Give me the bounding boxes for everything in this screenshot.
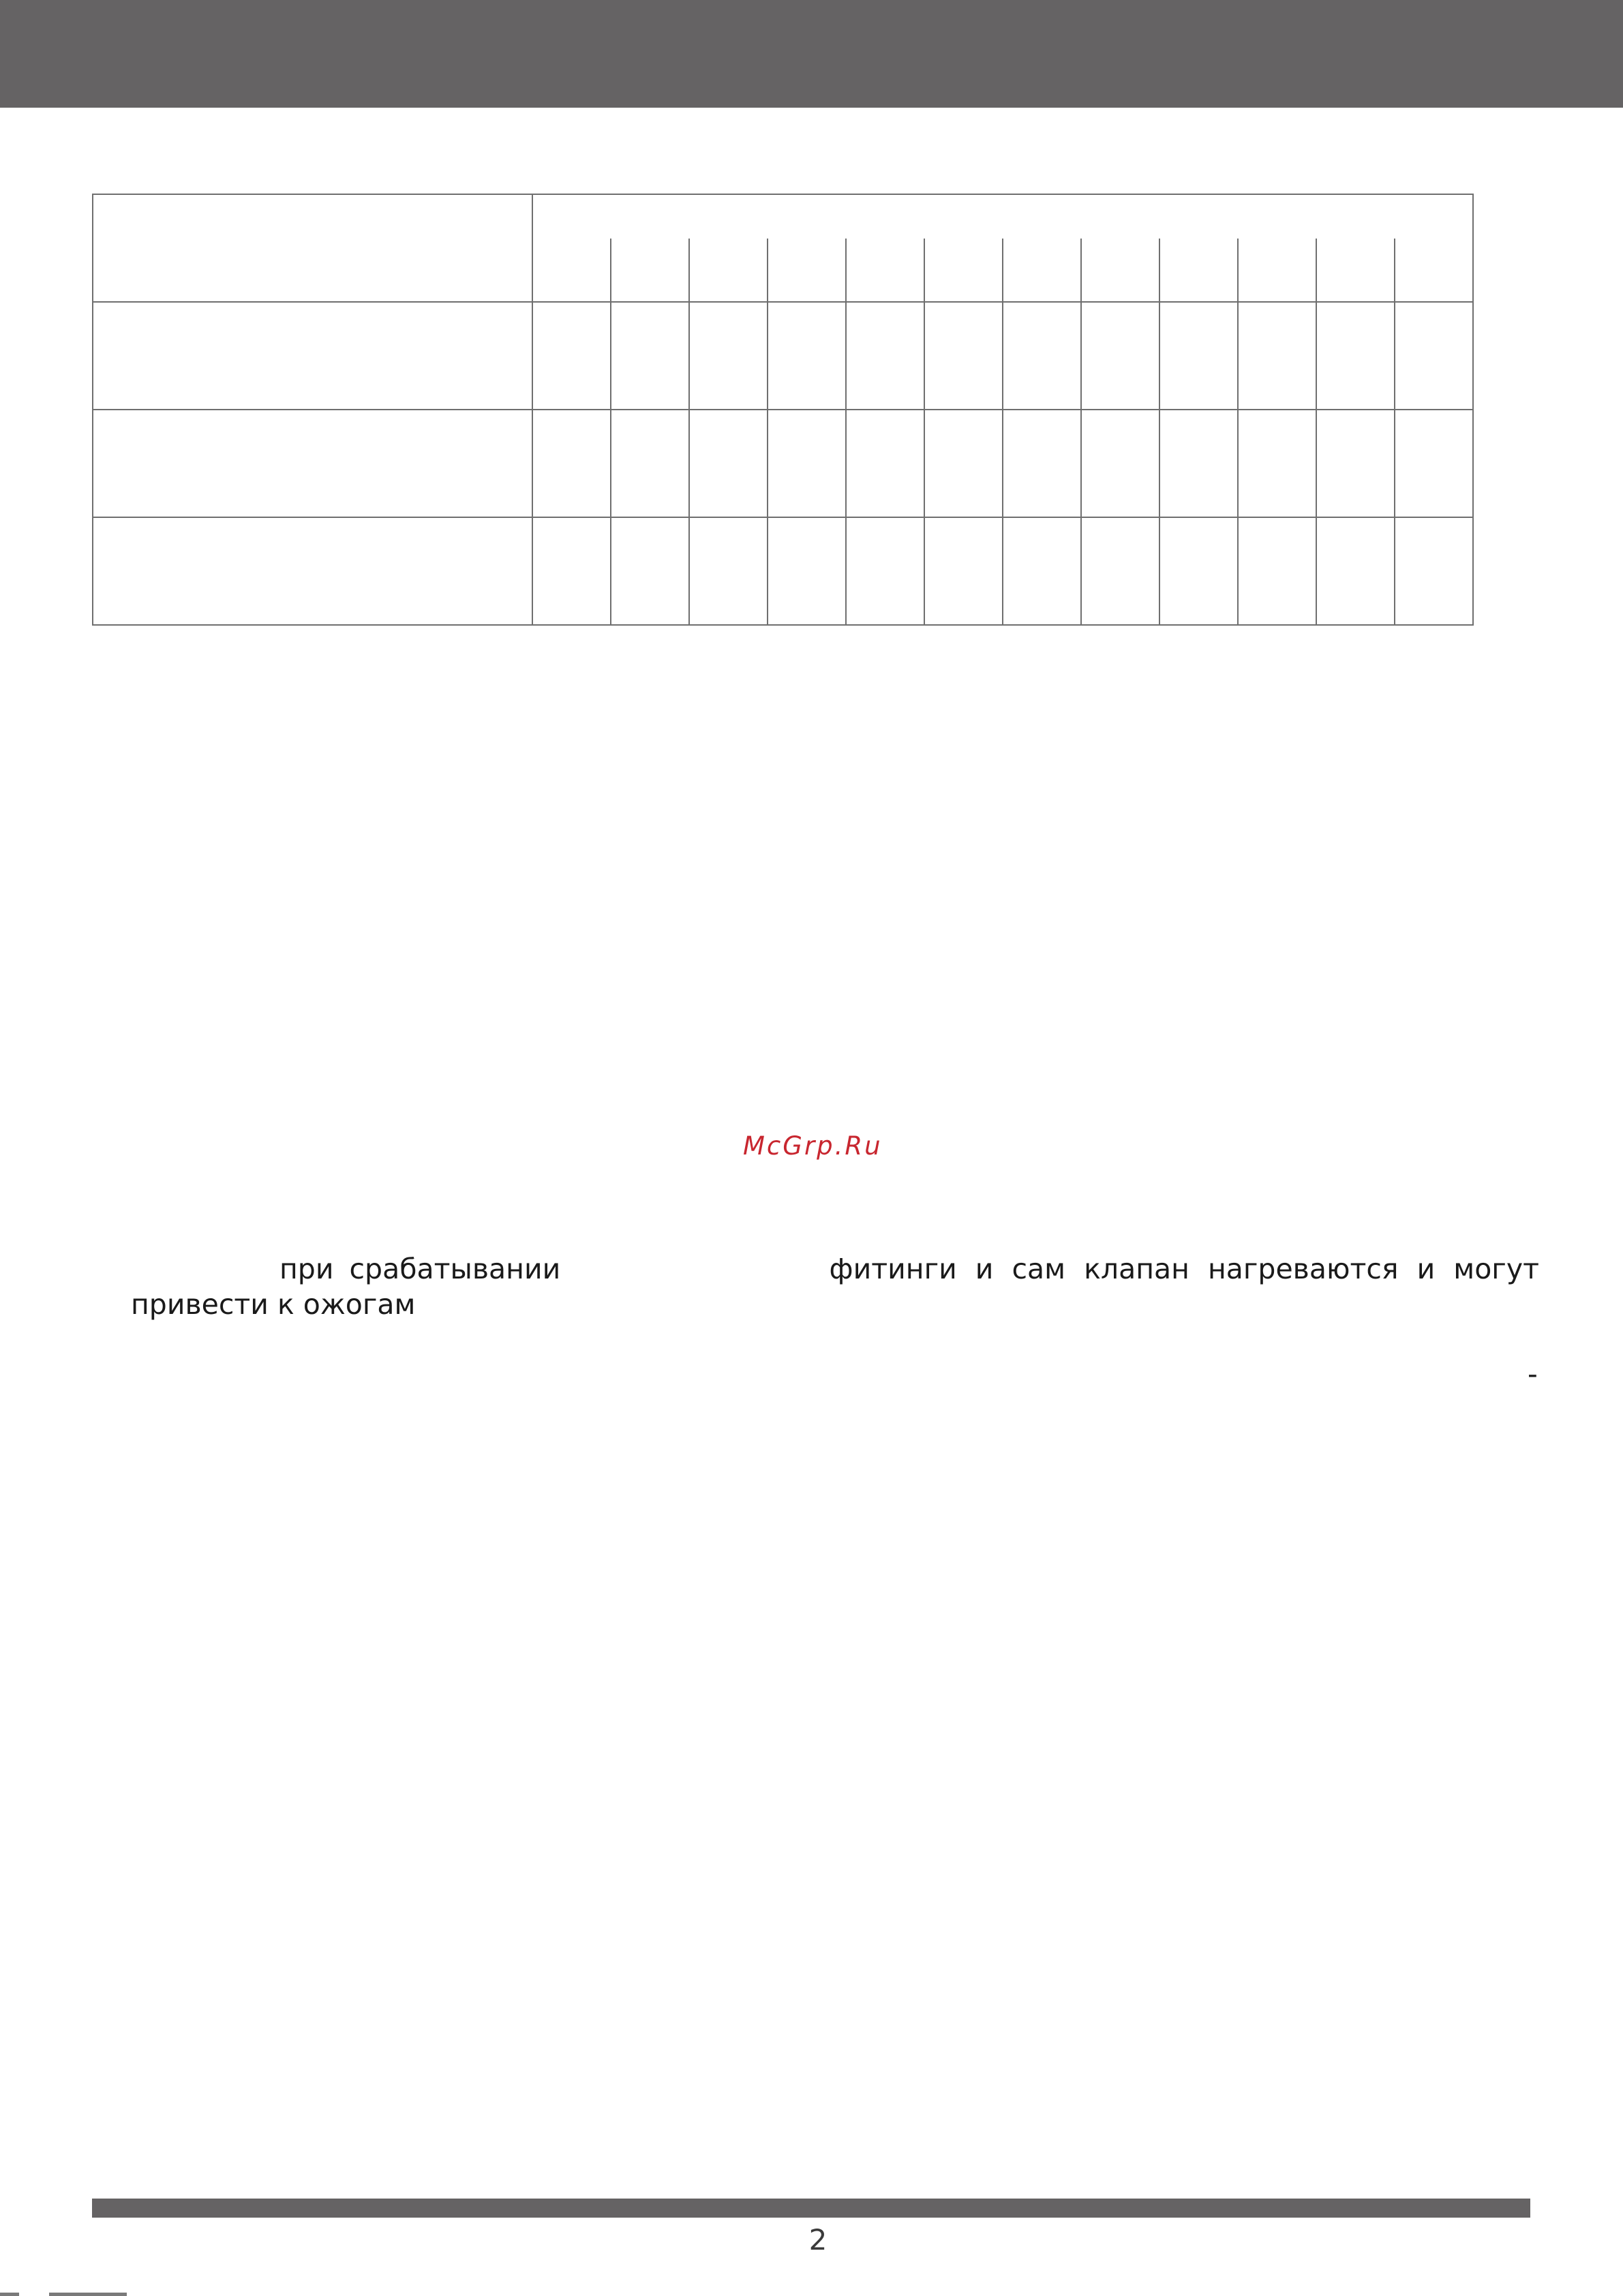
edge-mark	[0, 2293, 19, 2296]
table-cell	[1316, 302, 1395, 410]
subcolumn-divider	[1080, 239, 1082, 301]
table-cell	[532, 302, 611, 410]
page-number: 2	[808, 2223, 828, 2256]
warning-segment-1: при срабатывании	[279, 1253, 561, 1285]
table-cell	[611, 410, 689, 517]
table-row	[93, 517, 1473, 625]
table-header-subcolumns	[533, 239, 1472, 301]
table-row	[93, 302, 1473, 410]
table-row-label-cell	[93, 302, 532, 410]
subcolumn-divider	[1159, 239, 1160, 301]
subcolumn-divider	[688, 239, 690, 301]
table-cell	[846, 302, 924, 410]
table-row-label-cell	[93, 410, 532, 517]
table-cell	[1159, 410, 1238, 517]
table-cell	[924, 517, 1003, 625]
watermark-text: McGrp.Ru	[743, 1131, 883, 1161]
table-cell	[1238, 517, 1316, 625]
table-cell	[532, 517, 611, 625]
table-cell	[924, 410, 1003, 517]
table-cell	[1081, 302, 1159, 410]
table-cell	[1238, 302, 1316, 410]
subcolumn-divider	[767, 239, 768, 301]
table-cell	[532, 410, 611, 517]
table-cell	[689, 302, 768, 410]
warning-paragraph	[131, 1251, 1539, 1322]
subcolumn-divider	[1316, 239, 1317, 301]
table-cell	[611, 517, 689, 625]
table-cell	[1316, 517, 1395, 625]
subcolumn-divider	[1394, 239, 1395, 301]
table-row	[93, 410, 1473, 517]
table-cell	[1081, 517, 1159, 625]
table-header-span-cell	[532, 194, 1473, 302]
table-cell	[1003, 517, 1081, 625]
table-cell	[846, 410, 924, 517]
table-header-row	[93, 194, 1473, 302]
table-cell	[611, 302, 689, 410]
table-header-label-cell	[93, 194, 532, 302]
table-cell	[1003, 410, 1081, 517]
table-row-label-cell	[93, 517, 532, 625]
edge-mark	[49, 2293, 127, 2296]
table-cell	[1159, 302, 1238, 410]
warning-line-1	[131, 1251, 1539, 1287]
footer-band	[92, 2199, 1530, 2218]
warning-line-2: привести к ожогам	[131, 1288, 416, 1321]
table-cell	[1238, 410, 1316, 517]
spec-table	[92, 194, 1474, 626]
subcolumn-divider	[1237, 239, 1239, 301]
header-band	[0, 0, 1623, 108]
table-cell	[768, 302, 846, 410]
table-cell	[1395, 517, 1473, 625]
table-cell	[1395, 302, 1473, 410]
subcolumn-divider	[610, 239, 611, 301]
table-cell	[1316, 410, 1395, 517]
table-cell	[1395, 410, 1473, 517]
table-cell	[924, 302, 1003, 410]
warning-segment-2: фитинги и сам клапан нагреваются и могут	[829, 1253, 1539, 1285]
table-cell	[1003, 302, 1081, 410]
table-cell	[768, 517, 846, 625]
subcolumn-divider	[924, 239, 925, 301]
table-cell	[1081, 410, 1159, 517]
subcolumn-divider	[1002, 239, 1003, 301]
subcolumn-divider	[845, 239, 847, 301]
table-cell	[768, 410, 846, 517]
table-cell	[689, 517, 768, 625]
trailing-dash: -	[1528, 1358, 1538, 1390]
table-cell	[846, 517, 924, 625]
table-cell	[689, 410, 768, 517]
table-cell	[1159, 517, 1238, 625]
